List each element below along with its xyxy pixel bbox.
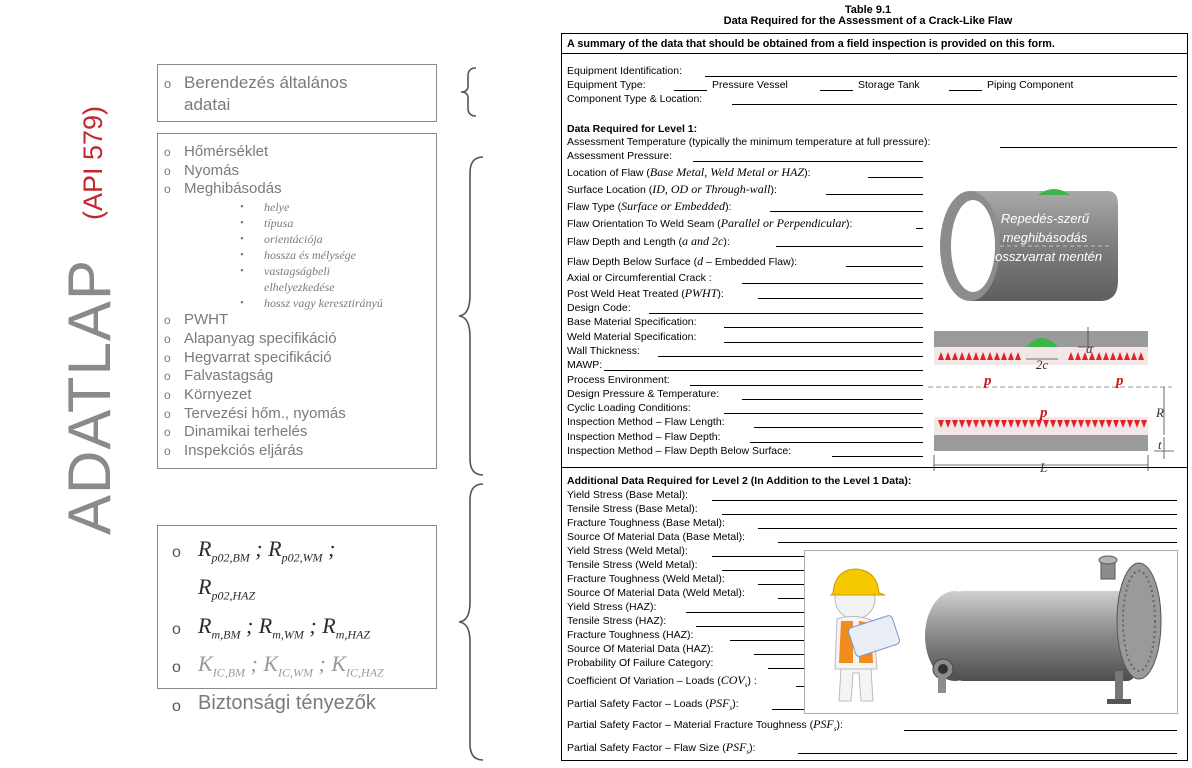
list-item: o Dinamikai terhelés [164, 423, 308, 441]
sub-list-item: • hossz vagy keresztirányú [240, 296, 383, 311]
list-item: o PWHT [164, 311, 229, 329]
checkbox-line[interactable] [820, 90, 853, 91]
input-line[interactable] [712, 500, 1177, 501]
vessel-support [1115, 671, 1123, 703]
list-item: o Nyomás [164, 161, 240, 179]
level1-data-box [157, 133, 437, 469]
input-line[interactable] [705, 76, 1177, 77]
field-label: Cyclic Loading Conditions: [567, 402, 691, 414]
pipe-end-inner [951, 200, 995, 292]
input-line[interactable] [696, 626, 804, 627]
sub-list-item: • orientációja [240, 232, 323, 247]
field-label: MAWP: [567, 359, 603, 371]
input-line[interactable] [724, 413, 923, 414]
input-line[interactable] [732, 104, 1177, 105]
option-label: Piping Component [987, 79, 1074, 91]
vertical-title-text: ADATLAP [56, 259, 123, 535]
field-label: Flaw Depth and Length (a and 2c): [567, 234, 730, 248]
sub-list-item: • hossza és mélysége [240, 248, 356, 263]
level1-heading: Data Required for Level 1: [567, 123, 698, 135]
vessel-illustration [804, 550, 1178, 714]
input-line[interactable] [722, 514, 1177, 515]
vertical-subtitle-text: (API 579) [78, 105, 108, 220]
field-label: Partial Safety Factor – Loads $(PSF_s)$: [567, 696, 739, 713]
option-label: Storage Tank [858, 79, 920, 91]
yield-strength-haz-row: $R_{p02,HAZ}$ [198, 574, 256, 603]
field-label: Source Of Material Data (Weld Metal): [567, 587, 745, 599]
input-line[interactable] [750, 442, 923, 443]
list-item: o Hőmérséklet [164, 143, 269, 160]
input-line[interactable] [724, 342, 923, 343]
field-label: Design Code: [567, 302, 631, 314]
caption-line-2: meghibásodás [1002, 230, 1088, 245]
field-label: Axial or Circumferential Crack : [567, 272, 712, 284]
yield-strength-row: o $R_{p02,BM}$ ; $R_{p02,WM}$ ; [172, 536, 336, 565]
vessel-support-foot [1107, 699, 1131, 704]
vessel-inlet-pipe [938, 675, 946, 693]
brace-level2 [456, 482, 486, 762]
field-label: Tensile Stress (Base Metal): [567, 503, 698, 515]
input-line[interactable] [778, 542, 1177, 543]
tensile-strength-row: o $R_{m,BM}$ ; $R_{m,WM}$ ; $R_{m,HAZ}$ [172, 612, 371, 642]
brace-general [458, 66, 480, 118]
input-line[interactable] [604, 370, 923, 371]
input-line[interactable] [826, 194, 923, 195]
input-line[interactable] [778, 598, 804, 599]
input-line[interactable] [832, 456, 923, 457]
input-line[interactable] [798, 753, 1177, 754]
input-line[interactable] [758, 298, 923, 299]
field-label: Equipment Identification: [567, 65, 682, 77]
field-label: Fracture Toughness (HAZ): [567, 629, 694, 641]
worker-figure [831, 569, 901, 701]
field-label: Flaw Depth Below Surface (d – Embedded Flaw): [567, 254, 798, 268]
list-item: o Meghibásodás • helye • típusa • orientációja • hossza és mélysége • vastagságbeli elhelyezkedése • hossz vagy keresztirányú [158, 180, 436, 311]
field-label: Inspection Method – Flaw Length: [567, 416, 725, 428]
fracture-toughness-row: o $K_{IC,BM}$ ; $K_{IC,WM}$ ; $K_{IC,HAZ}$ [172, 651, 384, 680]
input-line[interactable] [768, 668, 804, 669]
field-label: Yield Stress (Base Metal): [567, 489, 688, 501]
field-label: Yield Stress (Weld Metal): [567, 545, 688, 557]
field-label: Inspection Method – Flaw Depth Below Surface: [567, 445, 792, 457]
field-label: Source Of Material Data (Base Metal): [567, 531, 745, 543]
field-label: Assessment Temperature (typically the minimum temperature at full pressure): [567, 136, 931, 148]
field-label: Process Environment: [567, 374, 670, 386]
label-t: t [1158, 437, 1162, 452]
cross-section-diagram [928, 325, 1176, 475]
input-line[interactable] [742, 283, 923, 284]
field-label: Equipment Type: [567, 79, 646, 91]
input-line[interactable] [658, 356, 923, 357]
flaw-shape [1038, 189, 1070, 195]
input-line[interactable] [693, 161, 923, 162]
field-label: Tensile Stress (Weld Metal): [567, 559, 698, 571]
safety-factors-row: o Biztonsági tényezők [172, 691, 376, 715]
field-label: Yield Stress (HAZ): [567, 601, 657, 613]
field-label: Inspection Method – Flaw Depth: [567, 431, 721, 443]
field-label: Weld Material Specification: [567, 331, 697, 343]
input-line[interactable] [742, 399, 923, 400]
input-line[interactable] [758, 528, 1177, 529]
input-line[interactable] [758, 584, 804, 585]
label-p-left: p [984, 373, 992, 389]
general-data-box [157, 64, 437, 122]
caption-line-3: hosszvarrat mentén [987, 249, 1103, 264]
field-label: Base Material Specification: [567, 316, 697, 328]
input-line[interactable] [724, 327, 923, 328]
sub-list-item: • helye [240, 200, 290, 215]
input-line[interactable] [1000, 147, 1177, 148]
field-label: Partial Safety Factor – Material Fracture Toughness $(PSF_s)$: [567, 717, 843, 734]
input-line[interactable] [868, 177, 923, 178]
checkbox-line[interactable] [674, 90, 707, 91]
label-L: L [1040, 460, 1048, 475]
input-line[interactable] [916, 228, 923, 229]
field-label: Location of Flaw (Base Metal, Weld Metal or HAZ): [567, 165, 811, 179]
list-item: o Berendezés általános adatai [164, 73, 348, 114]
field-label: Fracture Toughness (Weld Metal): [567, 573, 725, 585]
input-line[interactable] [770, 211, 923, 212]
sub-list-item: elhelyezkedése [264, 280, 335, 295]
worker-legs [839, 669, 873, 701]
checkbox-line[interactable] [949, 90, 982, 91]
input-line[interactable] [712, 556, 804, 557]
field-label: Assessment Pressure: [567, 150, 673, 162]
list-item: o Alapanyag specifikáció [164, 329, 337, 347]
pressure-vessel-drawing [925, 556, 1161, 704]
field-label: Partial Safety Factor – Flaw Size $(PSF_s)$: [567, 740, 756, 757]
field-label: Coefficient Of Variation – Loads $(COV_s)$ : [567, 673, 757, 690]
form-summary: A summary of the data that should be obtained from a field inspection is provided on this form. [567, 38, 1055, 50]
sub-list-item: • típusa [240, 216, 294, 231]
table-title: Data Required for the Assessment of a Crack-Like Flaw [723, 15, 1013, 27]
label-p-center: p [1040, 405, 1048, 421]
input-line[interactable] [846, 266, 923, 267]
label-a: a [1086, 341, 1093, 356]
wall-bottom [934, 435, 1148, 451]
list-item: o Inspekciós eljárás [164, 442, 304, 460]
input-line[interactable] [686, 612, 804, 613]
field-label: Source Of Material Data (HAZ): [567, 643, 714, 655]
field-label: Design Pressure & Temperature: [567, 388, 720, 400]
list-item: o Környezet [164, 385, 252, 403]
input-line[interactable] [796, 686, 804, 687]
field-label: Tensile Stress (HAZ): [567, 615, 667, 627]
input-line[interactable] [776, 246, 923, 247]
flaw-sublist [184, 199, 436, 311]
level2-heading: Additional Data Required for Level 2 (In Addition to the Level 1 Data): [567, 475, 912, 487]
input-line[interactable] [904, 730, 1177, 731]
field-label: Flaw Type (Surface or Embedded): [567, 199, 732, 213]
sub-list-item: • vastagságbeli [240, 264, 330, 279]
vertical-title [40, 80, 130, 550]
input-line[interactable] [730, 640, 804, 641]
input-line[interactable] [772, 709, 804, 710]
input-line[interactable] [754, 654, 804, 655]
field-label: Probability Of Failure Category: [567, 657, 714, 669]
brace-level1 [456, 155, 486, 477]
field-label: Post Weld Heat Treated (PWHT): [567, 286, 724, 300]
label-R: R [1156, 405, 1164, 420]
label-p-right: p [1116, 373, 1124, 389]
field-label: Component Type & Location: [567, 93, 703, 105]
input-line[interactable] [690, 385, 923, 386]
caption-line-1: Repedés-szerű [1000, 211, 1090, 226]
list-item: o Tervezési hőm., nyomás [164, 404, 346, 422]
level2-data-box [157, 525, 437, 715]
input-line[interactable] [649, 313, 923, 314]
list-item: o Hegvarrat specifikáció [164, 348, 332, 366]
list-item: o Falvastagság [164, 367, 274, 385]
hard-hat-icon [831, 569, 885, 595]
field-label: Fracture Toughness (Base Metal): [567, 517, 725, 529]
divider [562, 53, 1187, 54]
vessel-inlet-bore [938, 664, 948, 674]
field-label: Surface Location (ID, OD or Through-wall): [567, 182, 777, 196]
table-number: Table 9.1 [844, 4, 892, 16]
field-label: Flaw Orientation To Weld Seam (Parallel or Perpendicular): [567, 216, 853, 230]
option-label: Pressure Vessel [712, 79, 788, 91]
input-line[interactable] [722, 570, 804, 571]
half-pipe-diagram [930, 185, 1120, 307]
field-label: Wall Thickness: [567, 345, 640, 357]
label-2c: 2c [1035, 357, 1049, 372]
vessel-nozzle-top [1099, 556, 1117, 564]
input-line[interactable] [754, 427, 923, 428]
